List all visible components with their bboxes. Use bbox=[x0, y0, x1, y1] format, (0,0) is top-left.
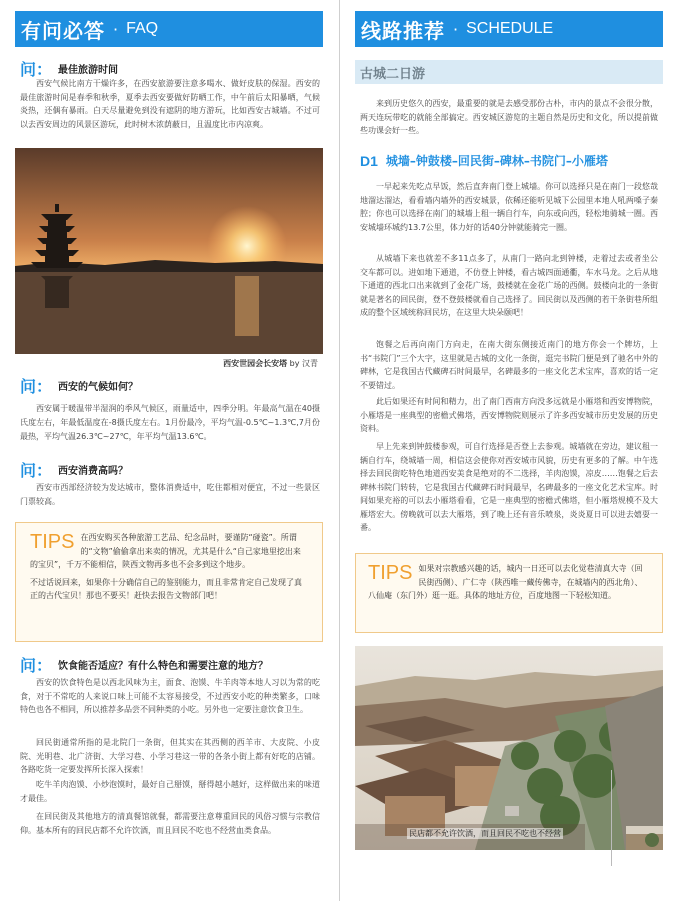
photo1-caption-credit: by 汉青 bbox=[287, 359, 318, 368]
right-tips-box bbox=[355, 553, 663, 633]
day1-paragraph-2: 从城墙下来也就差不多11点多了，从南门一路向北到钟楼，走着过去或者坐公交车都可以。进如地下通道，不仿登上钟楼，看古城四面通衢，车水马龙。之后从地下通道的西北口出来就到了金花广场，鼓楼就在金花广场的西侧。鼓楼向北的一条街就是著名的回民街，登不登鼓楼就看自己选择了。回民街以及西侧的若干条街巷所组成的整个区域统称回民坊，在这里大块朵颐吧！ bbox=[360, 254, 658, 317]
q2-answer: 西安属于暖温带半湿润的季风气候区，雨量适中，四季分明。年最高气温在40摄氏度左右，年最低温度在-8摄氏度左右。1月份最冷，平均气温-0.5℃~1.3℃,7月份最热，平均气温26.3℃~27℃，年平均气温13.6℃。 bbox=[20, 404, 320, 441]
q3-title bbox=[20, 458, 128, 481]
trip-subheading: 古城二日游 bbox=[355, 60, 663, 84]
schedule-header-title: 线路推荐 bbox=[361, 18, 445, 43]
tips-label: TIPS bbox=[30, 531, 75, 553]
day1-number: D1 bbox=[360, 152, 378, 169]
thumbnail-image bbox=[626, 826, 663, 850]
schedule-header-en: SCHEDULE bbox=[466, 20, 554, 37]
day1-paragraph-3: 饱餐之后再向南门方向走，在南大街东侧接近南门的地方你会一个牌坊，上书“书院门”三个大字，这里就是古城的文化一条街，逛完书院门便是到了驰名中外的碑林，它是我国古代藏碑石时间最早，名碑最多的一座文化艺术宝库，喜欢的话一定不要错过。 bbox=[360, 340, 658, 390]
day1-title bbox=[360, 152, 608, 169]
photo1-caption bbox=[223, 358, 318, 369]
question-mark-icon: 问： bbox=[20, 377, 53, 396]
q4-title bbox=[20, 653, 268, 676]
schedule-header bbox=[355, 11, 663, 47]
tips-text-2: 不过话说回来，如果你十分确信自己的鉴别能力，而且非常肯定自己发现了真正的古代宝贝！那也不要买！赶快去报告文物部门吧！ bbox=[30, 577, 302, 600]
faq-header bbox=[15, 11, 323, 47]
q1-title-text: 最佳旅游时间 bbox=[58, 65, 119, 76]
right-tips-text: 如果对宗教感兴趣的话，城内一日还可以去化觉巷清真大寺（回民街西侧）、广仁寺（陕西唯一藏传佛寺，在城墙内的西北角）、八仙庵（东门外）逛一逛。具体的地址方位，百度地图一下轻松知道。 bbox=[368, 564, 643, 600]
header-dot: · bbox=[113, 19, 119, 39]
question-mark-icon: 问： bbox=[20, 461, 53, 480]
tips-label: TIPS bbox=[368, 562, 413, 584]
column-divider bbox=[339, 0, 340, 901]
page-edge-line bbox=[611, 770, 612, 866]
photo1-caption-title: 西安世园会长安塔 bbox=[223, 359, 288, 368]
faq-header-title: 有问必答 bbox=[21, 18, 105, 43]
question-mark-icon: 问： bbox=[20, 656, 53, 675]
q4-title-text: 饮食能否适应？有什么特色和需要注意的地方？ bbox=[58, 661, 269, 672]
q4-answer-1: 西安的饮食特色是以西北风味为主，面食、泡馍、牛羊肉等本地人习以为常的吃食，对于不常吃的人来说口味上可能不太容易接受，不过西安小吃的种类繁多，口味特色也各不相同，所以推荐多品尝不同种类的小吃。另外也一定要注意饮食卫生。 bbox=[20, 678, 320, 714]
q4-answer-2: 回民街通常所指的是北院门一条街，但其实在其西侧的西羊市、大皮院、小皮院、光明巷、北广济街、大学习巷、小学习巷这一带的各条小街上都有好吃的店铺。各路吃货一定要发挥所长深入探索！ bbox=[20, 738, 320, 774]
q1-answer: 西安气候比南方干燥许多，在西安旅游要注意多喝水、做好皮肤的保湿。西安的最佳旅游时间是春季和秋季，夏季去西安要做好防晒工作，中午前后太阳暴晒，气候炎热，还偶有暴雨。白天尽量避免到没有遮阴的地方游玩，比如西安古城墙。不过可以去西安周边的风景区游玩，此时树木浓荫蔽日，且温度比市内凉爽。 bbox=[20, 79, 320, 129]
old-street-image bbox=[355, 646, 663, 850]
q4-answer-3: 吃牛羊肉泡馍、小炒泡馍时，最好自己掰馍，掰得越小越好，这样做出来的味道才最佳。 bbox=[20, 780, 320, 803]
day1-route: 城墙–钟鼓楼–回民街–碑林–书院门–小雁塔 bbox=[385, 154, 608, 168]
q3-title-text: 西安消费高吗？ bbox=[58, 466, 129, 477]
tower-sunset-photo bbox=[15, 148, 323, 354]
header-dot: · bbox=[453, 19, 459, 39]
q3-answer: 西安市西部经济较为发达城市，整体消费适中，吃住都相对便宜，不过一些景区门票较高。 bbox=[20, 483, 320, 506]
old-street-photo bbox=[355, 646, 663, 850]
q2-title-text: 西安的气候如何？ bbox=[58, 382, 139, 393]
q4-answer-4: 在回民街及其他地方的清真餐馆就餐，都需要注意尊重回民的风俗习惯与宗教信仰。基本所有的回民店都不允许饮酒，而且回民不吃也不经营血类食品。 bbox=[20, 812, 320, 835]
photo-overlay-text: 民店都不允许饮酒，而且回民不吃也不经营 bbox=[409, 829, 561, 838]
day1-paragraph-1: 一早起来先吃点早饭，然后直奔南门登上城墙。你可以选择只是在南门一段悠哉地溜达溜达，看看墙内墙外的西安城景，依稀还能听见城下公园里本地人吼两嗓子秦腔；你也可以选择在南门的城墙上租一辆自行车，向东或向西，轻松地骑城一圈。西安城墙环城约13.7公里，体力好的话40分钟就能骑完一圈。 bbox=[360, 182, 658, 232]
trip-intro: 来到历史悠久的西安，最重要的就是去感受那份古朴，市内的景点不会很分散，两天连玩带吃的就能全部搞定。西安城区游览的主题自然是历史和文化，所以提前做些功课会好一些。 bbox=[360, 99, 658, 135]
faq-header-en: FAQ bbox=[126, 20, 159, 37]
thumbnail-photo bbox=[626, 826, 663, 850]
tips-text-1: 在西安购买各种旅游工艺品、纪念品时，要谨防“碰瓷”。所谓的“文物”偷偷拿出来卖的情况，尤其是什么“自己家地里挖出来的宝贝”，千万不能相信，陕西文物再多也不会多到这个地步。 bbox=[30, 533, 301, 569]
question-mark-icon: 问： bbox=[20, 60, 53, 79]
day1-paragraph-4: 此后如果还有时间和精力，出了南门西南方向没多远就是小雁塔和西安博物院，小雁塔是一座典型的密檐式佛塔，西安博物院则展示了许多西安城市历史发展的历史资料。 bbox=[360, 397, 658, 433]
tower-sunset-image bbox=[15, 148, 323, 354]
left-tips-box bbox=[15, 522, 323, 642]
q2-title bbox=[20, 374, 138, 397]
day1-paragraph-5: 早上先来到钟鼓楼参观，可自行选择是否登上去参观。城墙就在旁边，建议租一辆自行车，绕城墙一周，相信这会使你对西安城市风貌，历史有更多的了解。中午选择去回民街吃特色地道西安美食是绝对的不二选择，羊肉泡馍，凉皮……饱餐之后去碑林书院门转转，它是我国古代藏碑石时间最早，名碑最多的一座文化艺术宝库。时间如果充裕的可以去小雁塔看看，它是一座典型的密檐式佛塔，但小雁塔规模不及大雁塔宏大。傍晚就可以去大雁塔，到了晚上还有音乐喷泉，炎炎夏日可以进去嬉耍一番。 bbox=[360, 442, 658, 532]
